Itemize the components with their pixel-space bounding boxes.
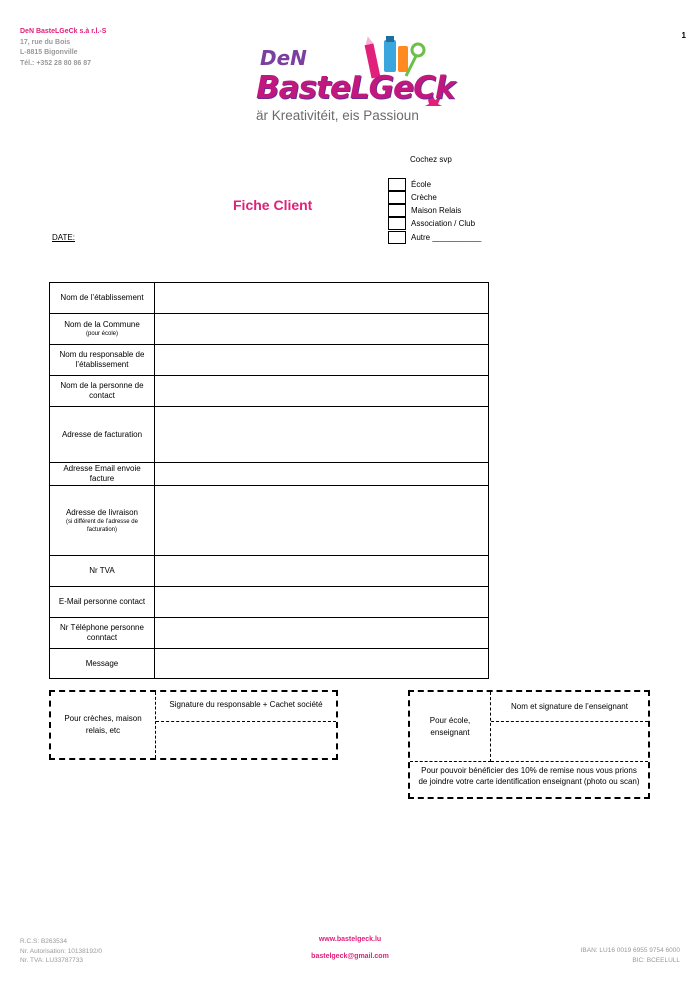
- signature-left-area[interactable]: [156, 722, 336, 758]
- logo: [256, 36, 456, 136]
- field-input-commune[interactable]: [155, 314, 488, 344]
- field-label-etablissement: Nom de l’établissement: [50, 283, 155, 313]
- signature-right-label: Pour école, enseignant: [410, 692, 491, 762]
- field-label-adresse-livraison: Adresse de livraison (si différent de l’adresse de facturation): [50, 486, 155, 555]
- table-row: [50, 463, 488, 486]
- field-label-adresse-facturation: Adresse de facturation: [50, 407, 155, 462]
- field-label-email-facture: Adresse Email envoie facture: [50, 463, 155, 485]
- date-label: DATE:: [52, 233, 75, 242]
- page-title: Fiche Client: [233, 197, 313, 213]
- company-address-line2: L-8815 Bigonville: [20, 49, 78, 56]
- checklist-title: Cochez svp: [410, 155, 452, 164]
- field-input-email-contact[interactable]: [155, 587, 488, 617]
- checklist-item-label: Crèche: [411, 193, 437, 202]
- field-input-responsable[interactable]: [155, 345, 488, 375]
- footer-iban: IBAN: LU16 0019 6955 9754 6000: [580, 947, 680, 954]
- checklist-item-autre[interactable]: [388, 231, 498, 244]
- signature-box-ecole: [408, 690, 650, 799]
- company-name: DeN BasteLGeCk s.à r.l.-S: [20, 28, 107, 35]
- company-address-line1: 17, rue du Bois: [20, 38, 71, 46]
- table-row: [50, 407, 488, 463]
- logo-slogan: är Kreativitéit, eis Passioun: [256, 108, 419, 123]
- field-note: (si différent de l’adresse de facturation): [66, 518, 138, 533]
- field-label-telephone: Nr Téléphone personne conntact: [50, 618, 155, 648]
- footer-autorisation: Nr. Autorisation: 10138192/0: [20, 947, 103, 955]
- field-input-tva[interactable]: [155, 556, 488, 586]
- table-row: [50, 486, 488, 556]
- table-row: [50, 345, 488, 376]
- company-info: [20, 27, 106, 69]
- field-input-email-facture[interactable]: [155, 463, 488, 485]
- checklist-item-ecole[interactable]: [388, 178, 498, 191]
- teacher-discount-note: Pour pouvoir bénéficier des 10% de remise nous vous prions de joindre votre carte identification enseignant (photo ou scan): [418, 766, 640, 786]
- footer-email-link[interactable]: bastelgeck@gmail.com: [311, 953, 389, 960]
- company-phone: Tél.: +352 28 80 86 87: [20, 59, 92, 67]
- footer-rcs: R.C.S: B263534: [20, 938, 67, 945]
- checklist-item-creche[interactable]: [388, 191, 498, 204]
- footer-bank: [581, 946, 680, 965]
- page-number: 1: [681, 31, 686, 40]
- checkbox[interactable]: [388, 231, 406, 244]
- field-input-adresse-facturation[interactable]: [155, 407, 488, 462]
- field-input-telephone[interactable]: [155, 618, 488, 648]
- table-row: [50, 556, 488, 587]
- checklist-item-maison-relais[interactable]: [388, 204, 498, 217]
- signature-right-header: Nom et signature de l’enseignant: [491, 692, 648, 722]
- table-row: [50, 618, 488, 649]
- checklist-item-association[interactable]: [388, 217, 498, 230]
- table-row: [50, 649, 488, 678]
- checklist-item-label: Association / Club: [411, 219, 476, 228]
- signature-left-header: Signature du responsable + Cachet société: [156, 692, 336, 722]
- logo-line1: DeN: [260, 46, 307, 70]
- field-input-contact[interactable]: [155, 376, 488, 406]
- checklist-item-label: Maison Relais: [411, 206, 462, 215]
- checklist-item-label: École: [411, 180, 432, 189]
- checklist-item-label: Autre ___________: [411, 233, 482, 242]
- checkbox[interactable]: [388, 191, 406, 204]
- field-input-message[interactable]: [155, 649, 488, 678]
- signature-box-creches: [49, 690, 338, 760]
- field-label-responsable: Nom du responsable de l’établissement: [50, 345, 155, 375]
- logo-line2: BasteLGeCk: [256, 70, 455, 106]
- table-row: [50, 314, 488, 345]
- signature-right-area[interactable]: [491, 722, 648, 762]
- footer-bic: BIC: BCEELULL: [632, 956, 680, 964]
- field-label-contact: Nom de la personne de contact: [50, 376, 155, 406]
- table-row: [50, 376, 488, 407]
- field-label-tva: Nr TVA: [50, 556, 155, 586]
- field-note: (pour école): [85, 331, 118, 337]
- table-row: [50, 587, 488, 618]
- field-input-adresse-livraison[interactable]: [155, 486, 488, 555]
- checkbox[interactable]: [388, 178, 406, 191]
- field-label-message: Message: [50, 649, 155, 678]
- footer-website-link[interactable]: www.bastelgeck.lu: [318, 936, 382, 943]
- footer-tva: Nr. TVA: LU33787733: [20, 957, 83, 964]
- field-input-etablissement[interactable]: [155, 283, 488, 313]
- signature-left-label: Pour crèches, maison relais, etc: [51, 692, 156, 758]
- checkbox[interactable]: [388, 204, 406, 217]
- field-label-commune: Nom de la Commune (pour école): [50, 314, 155, 344]
- checkbox[interactable]: [388, 217, 406, 230]
- client-form-table: [49, 282, 489, 679]
- field-label-email-contact: E-Mail personne contact: [50, 587, 155, 617]
- table-row: [50, 283, 488, 314]
